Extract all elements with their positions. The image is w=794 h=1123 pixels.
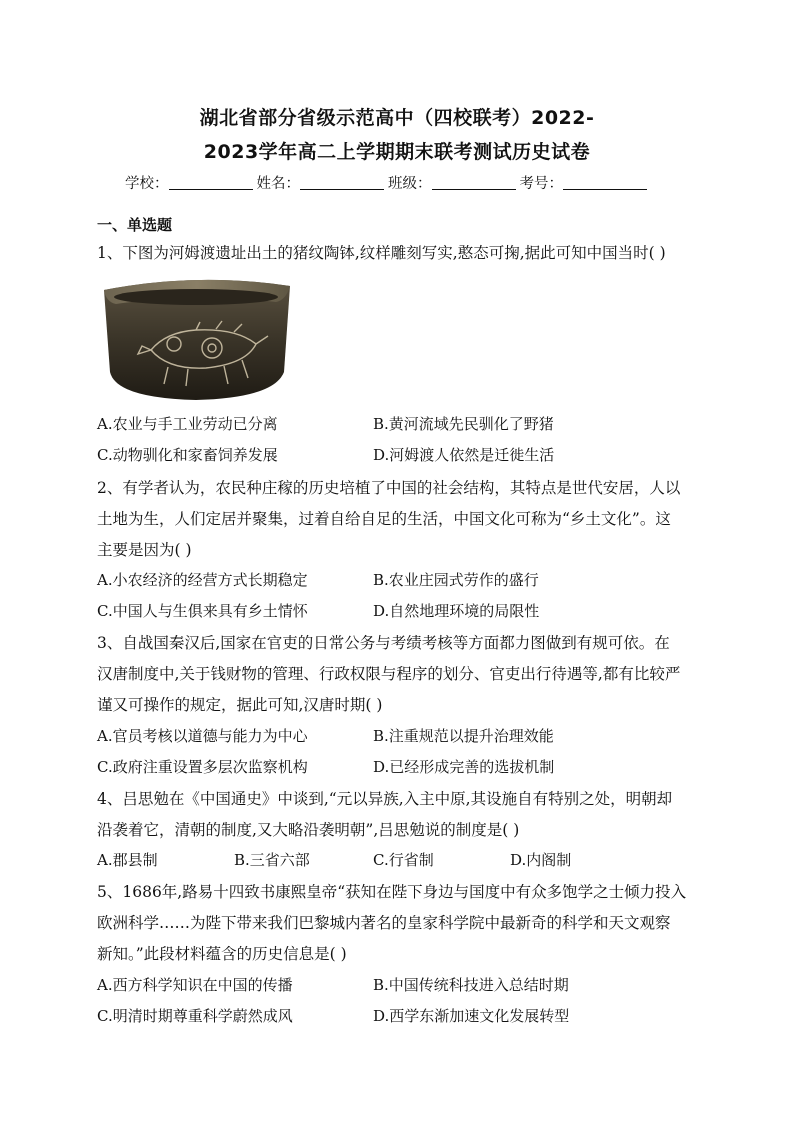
q3-stem-line3: 谨又可操作的规定，据此可知,汉唐时期( ) <box>97 696 383 714</box>
q3-option-d: D.已经形成完善的选拔机制 <box>373 758 555 776</box>
q4-option-d: D.内阁制 <box>510 851 572 869</box>
q2-option-b: B.农业庄园式劳作的盛行 <box>373 571 539 589</box>
q1-option-d: D.河姆渡人依然是迁徙生活 <box>373 446 555 464</box>
page-title-line1: 湖北省部分省级示范高中（四校联考）2022- <box>199 107 595 129</box>
student-info-row <box>125 172 651 193</box>
q5-option-b: B.中国传统科技进入总结时期 <box>373 976 569 994</box>
page-title-line2: 2023学年高二上学期期末联考测试历史试卷 <box>203 141 591 163</box>
q5-stem-line1: 5、1686年,路易十四致书康熙皇帝“获知在陛下身边与国度中有众多饱学之士倾力投入 <box>97 883 687 901</box>
q5-option-a: A.西方科学知识在中国的传播 <box>97 976 293 994</box>
exam-no-blank <box>563 175 647 190</box>
q3-option-b: B.注重规范以提升治理效能 <box>373 727 554 745</box>
name-blank <box>300 175 384 190</box>
school-blank <box>169 175 253 190</box>
q3-option-a: A.官员考核以道德与能力为中心 <box>97 727 308 745</box>
q5-stem-line2: 欧洲科学……为陛下带来我们巴黎城内著名的皇家科学院中最新奇的科学和天文观察 <box>97 914 671 932</box>
pottery-bowl-image <box>96 272 296 402</box>
school-label: 学校： <box>125 176 169 192</box>
q5-option-c: C.明清时期尊重科学蔚然成风 <box>97 1007 293 1025</box>
q2-option-c: C.中国人与生俱来具有乡土情怀 <box>97 602 308 620</box>
q4-stem-line2: 沿袭着它，清朝的制度,又大略沿袭明朝”,吕思勉说的制度是( ) <box>97 821 520 839</box>
class-blank <box>432 175 516 190</box>
q3-stem-line2: 汉唐制度中,关于钱财物的管理、行政权限与程序的划分、官吏出行待遇等,都有比较严 <box>97 665 681 683</box>
q4-option-c: C.行省制 <box>373 851 434 869</box>
q5-stem-line3: 新知。”此段材料蕴含的历史信息是( ) <box>97 945 347 963</box>
q2-option-a: A.小农经济的经营方式长期稳定 <box>97 571 308 589</box>
q1-option-b: B.黄河流域先民驯化了野猪 <box>373 415 554 433</box>
q2-stem-line2: 土地为生，人们定居并聚集，过着自给自足的生活，中国文化可称为“乡土文化”。这 <box>97 510 671 528</box>
q3-option-c: C.政府注重设置多层次监察机构 <box>97 758 308 776</box>
section-title: 一、单选题 <box>97 216 173 234</box>
class-label: 班级： <box>388 176 432 192</box>
exam-no-label: 考号： <box>519 176 563 192</box>
q5-option-d: D.西学东渐加速文化发展转型 <box>373 1007 570 1025</box>
q2-option-d: D.自然地理环境的局限性 <box>373 602 540 620</box>
q2-stem-line1: 2、有学者认为，农民种庄稼的历史培植了中国的社会结构，其特点是世代安居，人以 <box>97 479 681 497</box>
q2-stem-line3: 主要是因为( ) <box>97 541 192 559</box>
name-label: 姓名： <box>256 176 300 192</box>
q1-stem-line1: 1、下图为河姆渡遗址出土的猪纹陶钵,纹样雕刻写实,憨态可掬,据此可知中国当时( ) <box>97 244 666 262</box>
q1-option-a: A.农业与手工业劳动已分离 <box>97 415 278 433</box>
q4-stem-line1: 4、吕思勉在《中国通史》中谈到,“元以异族,入主中原,其设施自有特别之处，明朝却 <box>97 790 673 808</box>
q1-option-c: C.动物驯化和家畜饲养发展 <box>97 446 278 464</box>
q4-option-b: B.三省六部 <box>234 851 310 869</box>
q3-stem-line1: 3、自战国秦汉后,国家在官吏的日常公务与考绩考核等方面都力图做到有规可依。在 <box>97 634 670 652</box>
q4-option-a: A.郡县制 <box>97 851 158 869</box>
pig-pattern-pottery-bowl-icon <box>96 272 296 402</box>
